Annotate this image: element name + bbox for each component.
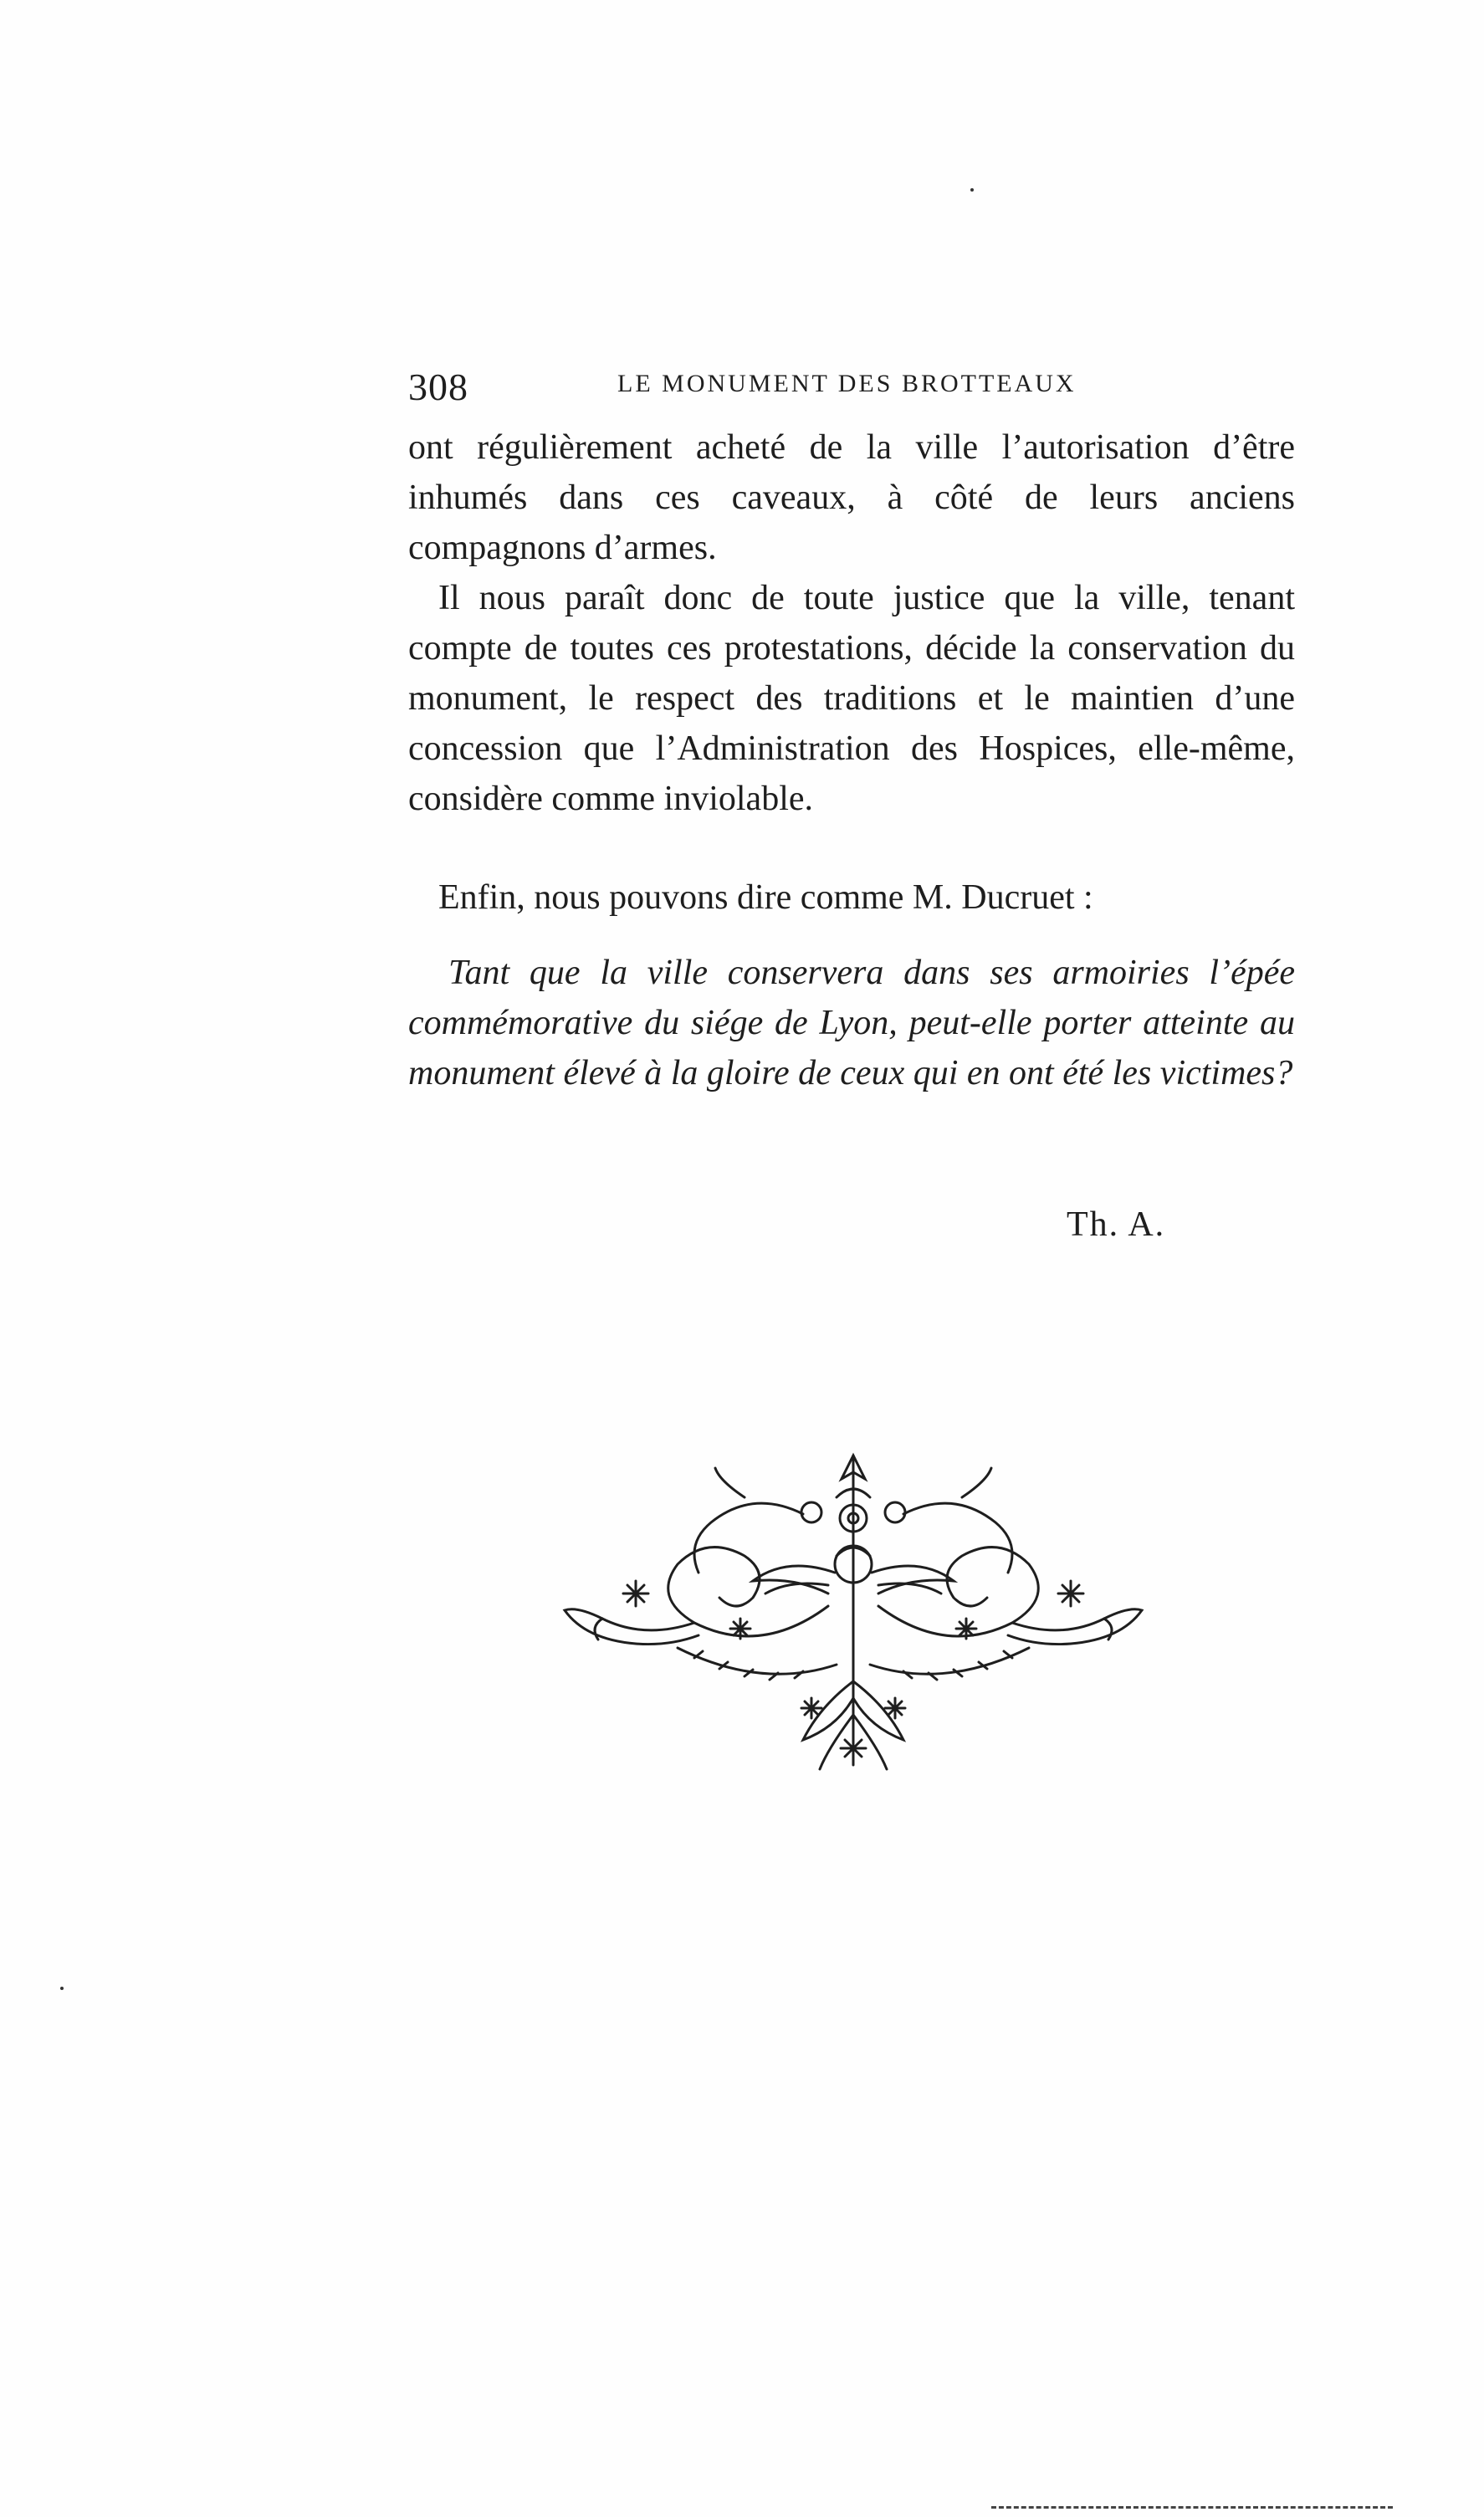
floral-tailpiece-ornament-icon — [552, 1439, 1154, 1790]
running-head: LE MONUMENT DES BROTTEAUX — [617, 370, 1077, 397]
italic-quotation: Tant que la ville conservera dans ses armoiries l’épée commémorative du siége de Lyon, peut-elle porter atteinte au monument élevé à la gloire de ceux qui en ont été les victimes? — [408, 954, 1295, 1092]
paper-speck — [60, 1987, 64, 1990]
bottom-edge-marks — [991, 2506, 1393, 2512]
paragraph-conclusion: Enfin, nous pouvons dire comme M. Ducruet : — [438, 878, 1093, 917]
page-number: 308 — [408, 366, 468, 408]
body-text — [408, 422, 1295, 923]
paragraph-continuation: ont régulièrement acheté de la ville l’autorisation d’être inhumés dans ces caveaux, à côté de leurs anciens compagnons d’armes. — [408, 428, 1295, 567]
paragraph-conservation: Il nous paraît donc de toute justice que la ville, tenant compte de toutes ces protestations, décide la conservation du monument, le respect des traditions et le maintien d’une concession que l’Administration des Hospices, elle-même, considère comme inviolable. — [408, 579, 1295, 818]
author-signature: Th. A. — [1067, 1205, 1166, 1244]
paper-speck — [970, 188, 974, 192]
page-header — [408, 361, 1285, 412]
